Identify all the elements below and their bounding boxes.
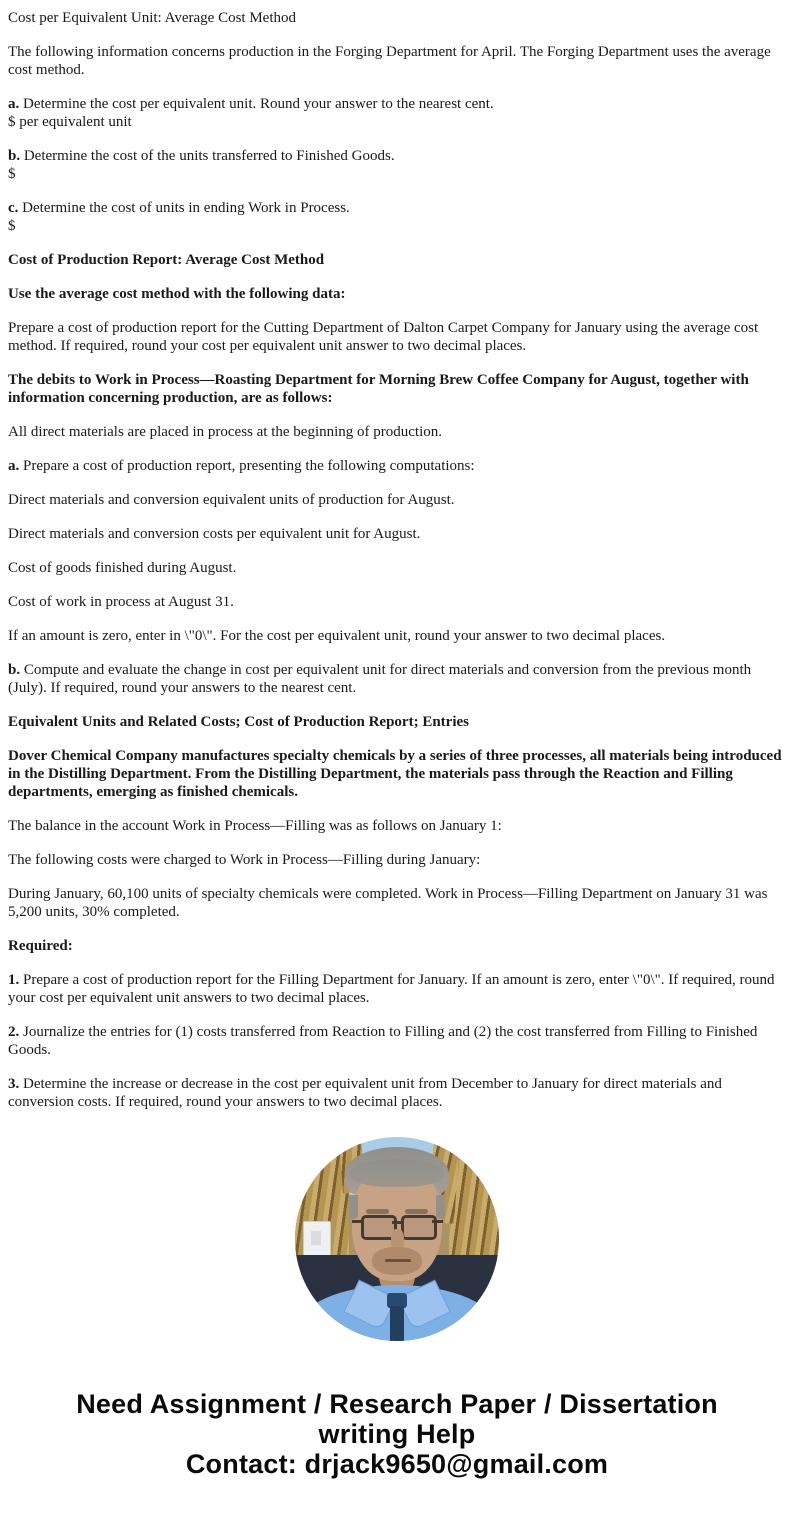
- paragraph: [8, 9, 786, 27]
- paragraph-lead: 2.: [8, 1024, 23, 1040]
- avatar-section: [0, 1137, 794, 1341]
- paragraph-text: If an amount is zero, enter in \"0\". For the cost per equivalent unit, round your answer to two decimal places.: [8, 628, 666, 644]
- sideburn-left: [349, 1195, 358, 1219]
- tutor-photo: [295, 1137, 499, 1341]
- paragraph-text: Cost of Production Report: Average Cost Method: [8, 252, 325, 268]
- paragraph-text: Prepare a cost of production report for the Filling Department for January. If an amount is zero, enter \"0\". If required, round your cost per equivalent unit answers to two decimal places.: [8, 972, 775, 1006]
- mouth: [385, 1259, 411, 1262]
- paragraph-text: Direct materials and conversion costs per equivalent unit for August.: [8, 526, 421, 542]
- paragraph-text: Cost per Equivalent Unit: Average Cost Method: [8, 10, 297, 26]
- paragraph-text: Use the average cost method with the following data:: [8, 286, 346, 302]
- paragraph: [8, 319, 786, 355]
- glasses-bridge: [392, 1221, 402, 1224]
- paragraph: [8, 937, 786, 955]
- paragraph-text: Equivalent Units and Related Costs; Cost of Production Report; Entries: [8, 714, 469, 730]
- paragraph-text: Cost of goods finished during August.: [8, 560, 237, 576]
- paragraph: [8, 559, 786, 577]
- glasses-arm-left: [352, 1220, 363, 1223]
- promo-line-2: writing Help: [318, 1419, 476, 1449]
- paragraph-text: Determine the cost of units in ending Work in Process.: [22, 200, 350, 216]
- paragraph: [8, 457, 786, 475]
- paragraph-text: The balance in the account Work in Process—Filling was as follows on January 1:: [8, 818, 502, 834]
- promo-line-1: Need Assignment / Research Paper / Dissertation: [76, 1389, 718, 1419]
- paragraph-lead: b.: [8, 148, 24, 164]
- glasses-arm-right: [432, 1220, 443, 1223]
- paragraph: [8, 525, 786, 543]
- promo-contact-email: Contact: drjack9650@gmail.com: [185, 1449, 609, 1479]
- paragraph: [8, 251, 786, 269]
- paragraph: [8, 661, 786, 697]
- paragraph: [8, 371, 786, 407]
- paragraph-lead: c.: [8, 200, 23, 216]
- paragraph-text: During January, 60,100 units of specialty chemicals were completed. Work in Process—Filling Department on January 31 was 5,200 units, 30% completed.: [8, 886, 768, 920]
- paragraph: [8, 423, 786, 441]
- paragraph: [8, 199, 786, 235]
- paragraph: [8, 817, 786, 835]
- paragraph: [8, 1023, 786, 1059]
- eyebrow-left: [366, 1209, 389, 1214]
- paragraph: [8, 593, 786, 611]
- paragraph-text: Determine the cost per equivalent unit. Round your answer to the nearest cent.: [23, 96, 494, 112]
- paragraph: [8, 95, 786, 131]
- paragraph-text-line2: $ per equivalent unit: [8, 114, 132, 130]
- hair-fringe: [350, 1159, 444, 1187]
- paragraph-text: Prepare a cost of production report, presenting the following computations:: [23, 458, 475, 474]
- paragraph: [8, 851, 786, 869]
- paragraph: [8, 713, 786, 731]
- paragraph: [8, 885, 786, 921]
- promo-heading: [0, 1389, 794, 1479]
- sideburn-right: [436, 1195, 445, 1219]
- paragraph-text: Required:: [8, 938, 73, 954]
- paragraph-lead: a.: [8, 96, 23, 112]
- paragraph-lead: b.: [8, 662, 24, 678]
- paragraph-text: The following information concerns production in the Forging Department for April. The Forging Department uses the average cost method.: [8, 44, 771, 78]
- paragraph-text: Determine the increase or decrease in the cost per equivalent unit from December to January for direct materials and conversion costs. If required, round your answers to two decimal places.: [8, 1076, 722, 1110]
- paragraph-lead: 3.: [8, 1076, 23, 1092]
- paragraph: [8, 747, 786, 801]
- paragraph: [8, 147, 786, 183]
- paragraph-text: The following costs were charged to Work in Process—Filling during January:: [8, 852, 481, 868]
- paragraph-text-line2: $: [8, 218, 16, 234]
- paragraph-text: Cost of work in process at August 31.: [8, 594, 234, 610]
- paragraph: [8, 971, 786, 1007]
- paragraph: [8, 491, 786, 509]
- paragraph-text: All direct materials are placed in process at the beginning of production.: [8, 424, 443, 440]
- paragraph-text-line2: $: [8, 166, 16, 182]
- paragraph: [8, 627, 786, 645]
- paragraph-text: Prepare a cost of production report for the Cutting Department of Dalton Carpet Company for January using the average cost method. If required, round your cost per equivalent unit answer to two decimal places.: [8, 320, 759, 354]
- tie: [390, 1306, 404, 1341]
- paragraph-lead: 1.: [8, 972, 23, 988]
- paragraph: [8, 43, 786, 79]
- paragraph-text: Journalize the entries for (1) costs transferred from Reaction to Filling and (2) the cost transferred from Filling to Finished Goods.: [8, 1024, 758, 1058]
- paragraph-lead: a.: [8, 458, 23, 474]
- paragraph-text: Dover Chemical Company manufactures specialty chemicals by a series of three processes, all materials being introduced in the Distilling Department. From the Distilling Department, the materials pass through the Reaction and Filling departments, emerging as finished chemicals.: [8, 748, 782, 800]
- paragraph-text: Determine the cost of the units transferred to Finished Goods.: [23, 148, 395, 164]
- paragraph-text: Direct materials and conversion equivalent units of production for August.: [8, 492, 455, 508]
- paragraph: [8, 285, 786, 303]
- paragraph: [8, 1075, 786, 1111]
- paragraph-text: The debits to Work in Process—Roasting Department for Morning Brew Coffee Company for August, together with information concerning production, are as follows:: [8, 372, 749, 406]
- paragraph-text: Compute and evaluate the change in cost per equivalent unit for direct materials and conversion from the previous month (July). If required, round your answers to the nearest cent.: [8, 662, 752, 696]
- eyebrow-right: [405, 1209, 428, 1214]
- glasses-right-lens: [401, 1215, 437, 1240]
